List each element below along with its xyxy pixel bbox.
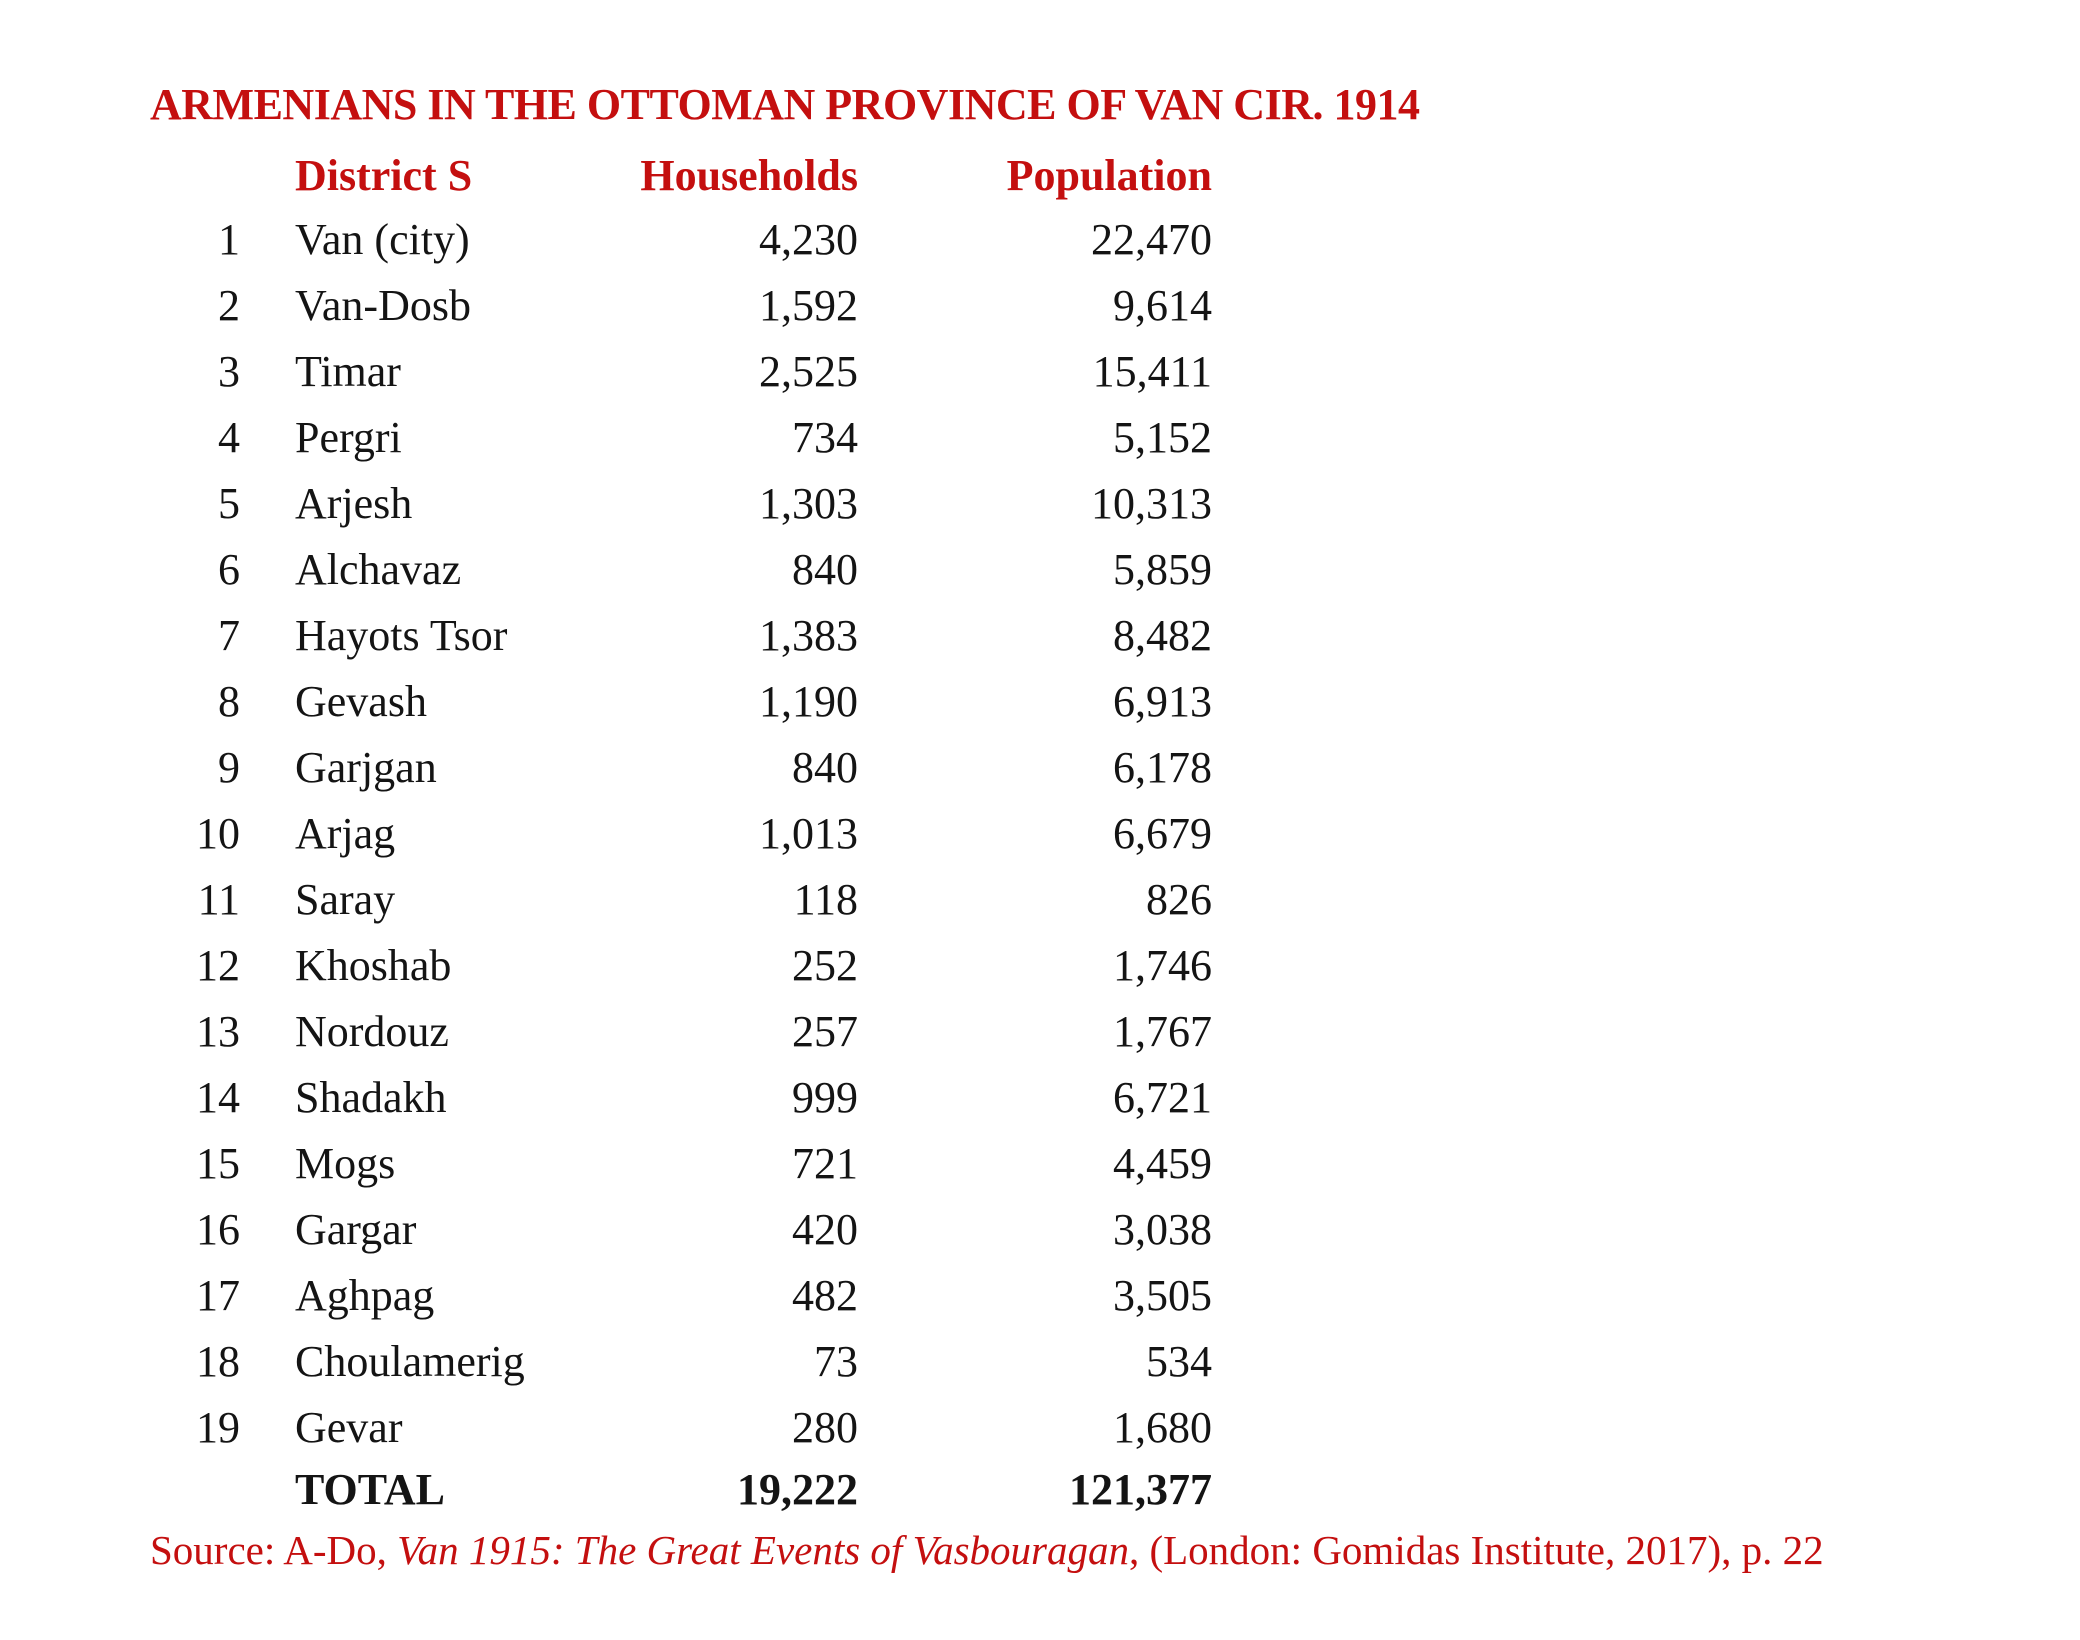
population-value: 6,178	[1113, 742, 1212, 792]
table-row	[150, 932, 2050, 998]
population-value: 1,680	[1113, 1402, 1212, 1452]
row-number: 19	[196, 1402, 240, 1452]
column-header-population: Population	[1006, 150, 1212, 200]
population-value: 534	[1146, 1336, 1212, 1386]
source-suffix: , (London: Gomidas Institute, 2017), p. 22	[1128, 1527, 1824, 1573]
population-value: 15,411	[1092, 346, 1212, 396]
table-row	[150, 272, 2050, 338]
population-value: 5,152	[1113, 412, 1212, 462]
table-row	[150, 800, 2050, 866]
households-value: 252	[792, 940, 858, 990]
row-number: 11	[197, 874, 240, 924]
district-name: Nordouz	[295, 1006, 449, 1056]
row-number: 9	[218, 742, 240, 792]
row-number: 10	[196, 808, 240, 858]
row-number: 15	[196, 1138, 240, 1188]
row-number: 14	[196, 1072, 240, 1122]
population-value: 6,913	[1113, 676, 1212, 726]
households-value: 1,303	[759, 478, 858, 528]
document-page	[150, 76, 2050, 1576]
row-number: 5	[218, 478, 240, 528]
households-value: 1,190	[759, 676, 858, 726]
district-name: Arjag	[295, 808, 396, 858]
row-number: 16	[196, 1204, 240, 1254]
row-number: 8	[218, 676, 240, 726]
source-citation	[150, 1524, 2050, 1576]
district-name: Mogs	[295, 1138, 396, 1188]
table-row	[150, 1328, 2050, 1394]
table-row	[150, 602, 2050, 668]
table-row	[150, 998, 2050, 1064]
households-value: 721	[792, 1138, 858, 1188]
households-value: 4,230	[759, 214, 858, 264]
population-value: 3,505	[1113, 1270, 1212, 1320]
households-value: 840	[792, 544, 858, 594]
district-name: Shadakh	[295, 1072, 447, 1122]
district-name: Gargar	[295, 1204, 417, 1254]
households-value: 840	[792, 742, 858, 792]
population-value: 4,459	[1113, 1138, 1212, 1188]
table-row	[150, 338, 2050, 404]
district-name: Van-Dosb	[295, 280, 471, 330]
population-value: 1,746	[1113, 940, 1212, 990]
districts-table	[150, 144, 2050, 1518]
population-value: 1,767	[1113, 1006, 1212, 1056]
row-number: 12	[196, 940, 240, 990]
district-name: Arjesh	[295, 478, 413, 528]
page-title: ARMENIANS IN THE OTTOMAN PROVINCE OF VAN CIR. 1914	[150, 80, 1420, 129]
households-value: 1,592	[759, 280, 858, 330]
table-header-row	[150, 144, 2050, 206]
column-header-district: District S	[295, 150, 473, 200]
table-row	[150, 536, 2050, 602]
population-value: 6,721	[1113, 1072, 1212, 1122]
population-value: 8,482	[1113, 610, 1212, 660]
row-number: 2	[218, 280, 240, 330]
district-name: Khoshab	[295, 940, 452, 990]
source-book-title: Van 1915: The Great Events of Vasbouragan	[397, 1527, 1129, 1573]
households-value: 280	[792, 1402, 858, 1452]
table-row	[150, 206, 2050, 272]
households-value: 999	[792, 1072, 858, 1122]
district-name: Choulamerig	[295, 1336, 525, 1386]
table-row	[150, 1064, 2050, 1130]
source-prefix: Source: A-Do,	[150, 1527, 398, 1573]
table-row	[150, 866, 2050, 932]
table-row	[150, 734, 2050, 800]
population-value: 22,470	[1091, 214, 1212, 264]
table-row	[150, 1130, 2050, 1196]
district-name: Gevar	[295, 1402, 403, 1452]
table-row	[150, 668, 2050, 734]
table-row	[150, 1394, 2050, 1460]
row-number: 7	[218, 610, 240, 660]
households-value: 482	[792, 1270, 858, 1320]
households-value: 2,525	[759, 346, 858, 396]
table-total-row	[150, 1460, 2050, 1518]
households-value: 734	[792, 412, 858, 462]
total-households-value: 19,222	[737, 1464, 858, 1514]
table-row	[150, 470, 2050, 536]
total-label: TOTAL	[295, 1464, 445, 1514]
households-value: 1,013	[759, 808, 858, 858]
district-name: Pergri	[295, 412, 402, 462]
row-number: 3	[218, 346, 240, 396]
district-name: Garjgan	[295, 742, 437, 792]
population-value: 9,614	[1113, 280, 1212, 330]
district-name: Gevash	[295, 676, 427, 726]
district-name: Van (city)	[295, 214, 470, 264]
households-value: 73	[814, 1336, 858, 1386]
row-number: 13	[196, 1006, 240, 1056]
table-row	[150, 1196, 2050, 1262]
row-number: 6	[218, 544, 240, 594]
table-row	[150, 404, 2050, 470]
population-value: 10,313	[1091, 478, 1212, 528]
table-row	[150, 1262, 2050, 1328]
district-name: Saray	[295, 874, 396, 924]
households-value: 257	[792, 1006, 858, 1056]
row-number: 4	[218, 412, 240, 462]
row-number: 1	[218, 214, 240, 264]
district-name: Timar	[295, 346, 401, 396]
population-value: 826	[1146, 874, 1212, 924]
column-header-households: Households	[640, 150, 858, 200]
population-value: 6,679	[1113, 808, 1212, 858]
district-name: Aghpag	[295, 1270, 435, 1320]
households-value: 1,383	[759, 610, 858, 660]
total-population-value: 121,377	[1069, 1464, 1212, 1514]
row-number: 18	[196, 1336, 240, 1386]
district-name: Alchavaz	[295, 544, 462, 594]
population-value: 5,859	[1113, 544, 1212, 594]
households-value: 420	[792, 1204, 858, 1254]
households-value: 118	[793, 874, 858, 924]
row-number: 17	[196, 1270, 240, 1320]
district-name: Hayots Tsor	[295, 610, 508, 660]
population-value: 3,038	[1113, 1204, 1212, 1254]
